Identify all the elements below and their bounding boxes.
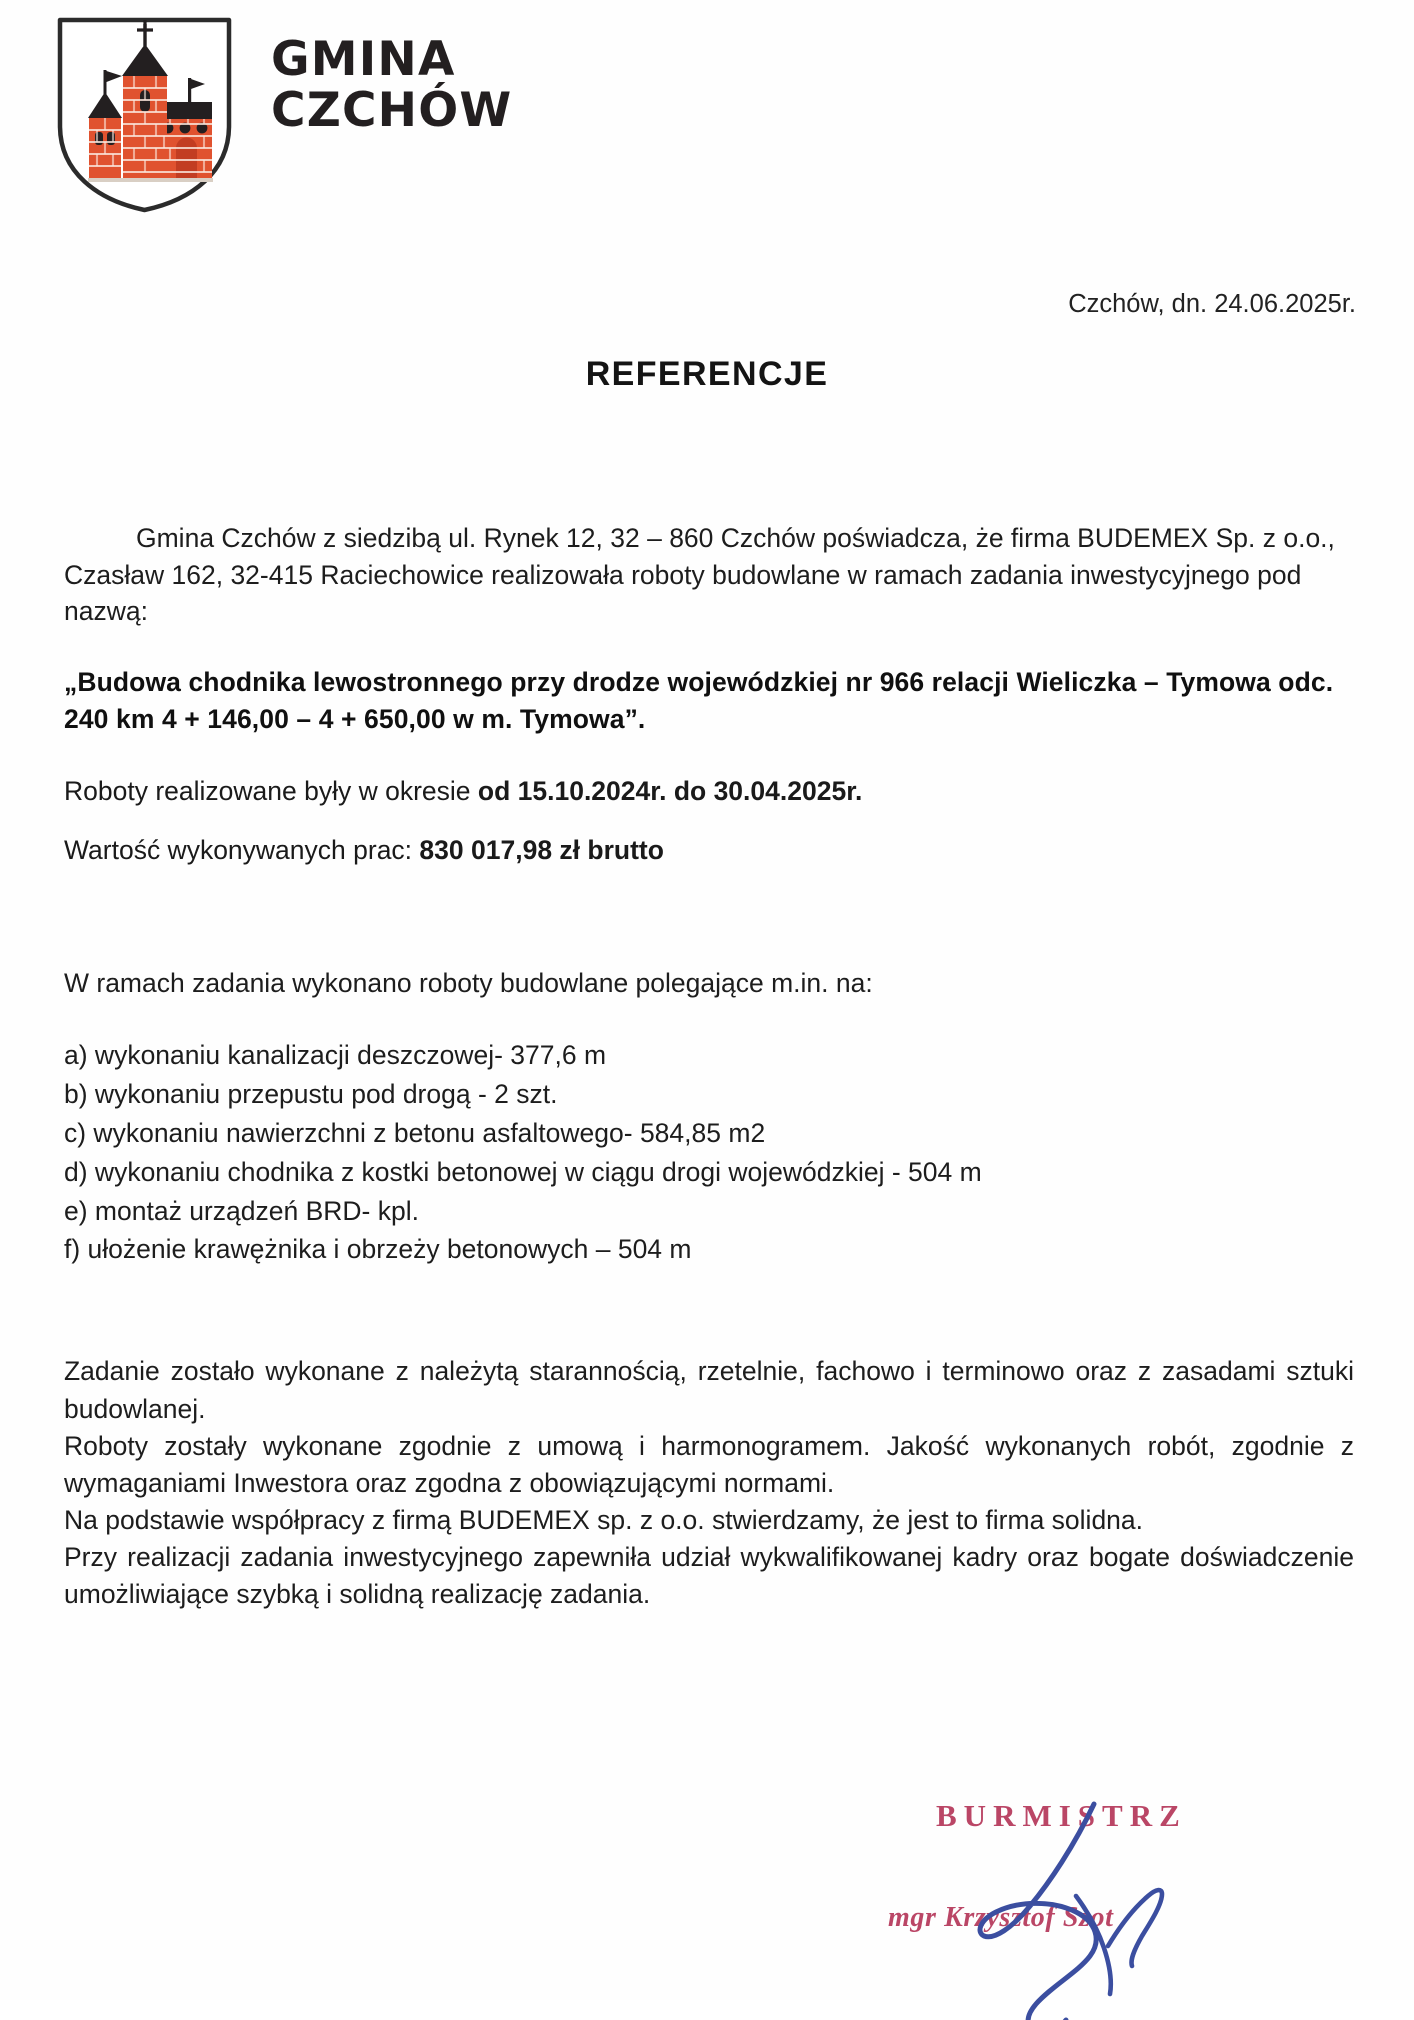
project-title-paragraph: „Budowa chodnika lewostronnego przy drodze wojewódzkiej nr 966 relacji Wieliczka – Tymowa odc. 240 km 4 + 146,00 – 4 + 650,00 w m. Tymowa”.: [64, 666, 1334, 735]
value-line: [64, 832, 1354, 869]
closing-paragraph: Na podstawie współpracy z firmą BUDEMEX sp. z o.o. stwierdzamy, że jest to firma solidna.: [64, 1504, 1144, 1535]
list-item: e) montaż urządzeń BRD- kpl.: [64, 1195, 419, 1226]
org-line-1: GMINA: [271, 32, 456, 88]
stamp-name: mgr Krzysztof Szot: [888, 1902, 1114, 1933]
period-label: Roboty realizowane były w okresie: [64, 775, 478, 806]
intro-paragraph: Gmina Czchów z siedzibą ul. Rynek 12, 32 – 860 Czchów poświadcza, że firma BUDEMEX Sp. z o.o., Czasław 162, 32-415 Raciechowice realizowała roboty budowlane w ramach zadania inwestycyjnego pod nazwą:: [64, 523, 1335, 627]
stamp-title: BURMISTRZ: [936, 1798, 1187, 1833]
list-item: b) wykonaniu przepustu pod drogą - 2 szt.: [64, 1078, 558, 1109]
document-body: [64, 520, 1354, 1613]
document-title: REFERENCJE: [585, 355, 829, 393]
works-list: [64, 1036, 1354, 1270]
value-label: Wartość wykonywanych prac:: [64, 835, 420, 866]
list-item: c) wykonaniu nawierzchni z betonu asfaltowego- 584,85 m2: [64, 1117, 766, 1148]
closing-paragraph: Przy realizacji zadania inwestycyjnego zapewniła udział wykwalifikowanej kadry oraz bogate doświadczenie umożliwiające szybką i solidną realizację zadania.: [64, 1541, 1354, 1609]
czchow-coat-of-arms-icon: [52, 14, 237, 214]
value-amount: 830 017,98 zł brutto: [419, 835, 664, 866]
works-intro: W ramach zadania wykonano roboty budowlane polegające m.in. na:: [64, 968, 873, 999]
closing-paragraph: Roboty zostały wykonane zgodnie z umową i harmonogramem. Jakość wykonanych robót, zgodnie z wymaganiami Inwestora oraz zgodna z obowiązującymi normami.: [64, 1430, 1354, 1498]
closing-paragraph: Zadanie zostało wykonane z należytą starannością, rzetelnie, fachowo i terminowo oraz z zasadami sztuki budowlanej.: [64, 1356, 1354, 1424]
list-item: a) wykonaniu kanalizacji deszczowej- 377,6 m: [64, 1039, 607, 1070]
list-item: d) wykonaniu chodnika z kostki betonowej w ciągu drogi wojewódzkiej - 504 m: [64, 1156, 982, 1187]
letterhead: [52, 14, 512, 214]
org-line-2: CZCHÓW: [271, 83, 513, 138]
signature-block: [880, 1790, 1310, 2000]
organization-name: [271, 32, 513, 193]
date-line: Czchów, dn. 24.06.2025r.: [1068, 290, 1356, 318]
period-value: od 15.10.2024r. do 30.04.2025r.: [477, 775, 863, 806]
period-line: [64, 773, 1354, 810]
list-item: f) ułożenie krawężnika i obrzeży betonowych – 504 m: [64, 1234, 692, 1265]
closing-paragraphs: [64, 1353, 1354, 1613]
